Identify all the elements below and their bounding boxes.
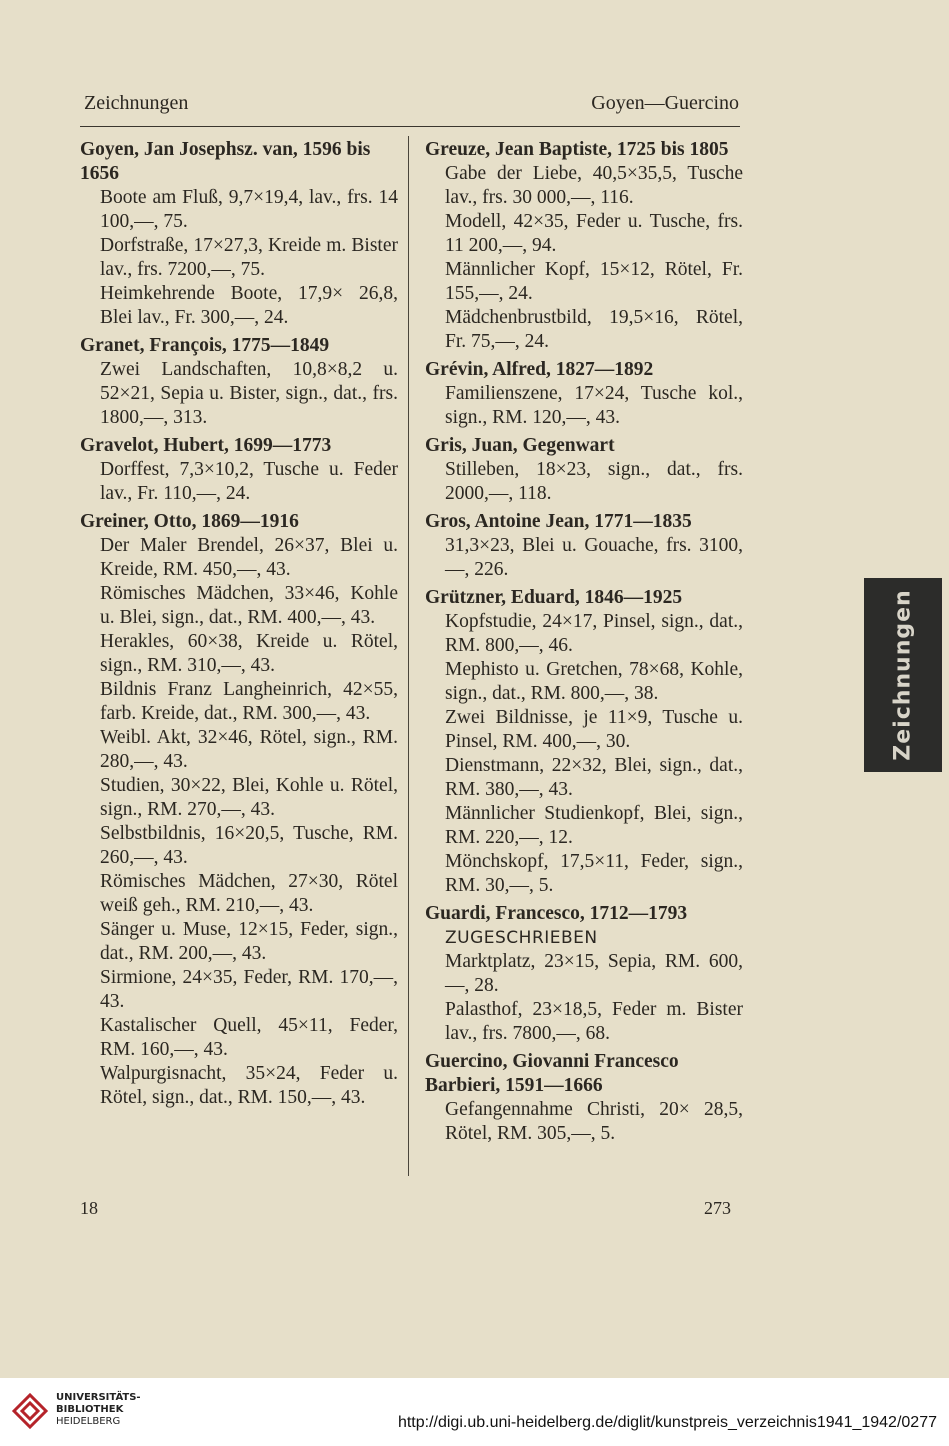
work-item: Walpurgisnacht, 35×24, Feder u. Rötel, sign., dat., RM. 150,—, 43. — [100, 1063, 398, 1108]
entry-guercino — [425, 1050, 743, 1146]
work-item: Gabe der Liebe, 40,5×35,5, Tusche lav., frs. 30 000,—, 116. — [445, 163, 743, 208]
work-item: Mönchskopf, 17,5×11, Feder, sign., RM. 30,—, 5. — [445, 851, 743, 896]
source-url-link[interactable]: http://digi.ub.uni-heidelberg.de/diglit/kunstpreis_verzeichnis1941_1942/0277 — [397, 1414, 937, 1431]
work-item: Familienszene, 17×24, Tusche kol., sign., RM. 120,—, 43. — [445, 383, 743, 428]
entry-granet — [80, 334, 398, 430]
artist-name: Gris, Juan, Gegenwart — [425, 435, 615, 456]
artist-name: Guardi, Francesco, 1712—1793 — [425, 903, 688, 924]
work-item: Mephisto u. Gretchen, 78×68, Kohle, sign., dat., RM. 800,—, 38. — [445, 659, 743, 704]
work-item: Sirmione, 24×35, Feder, RM. 170,—, 43. — [100, 967, 398, 1012]
work-item: Dorfstraße, 17×27,3, Kreide m. Bister lav., frs. 7200,—, 75. — [100, 235, 398, 280]
work-item: Stilleben, 18×23, sign., dat., frs. 2000,—, 118. — [445, 459, 743, 504]
attribution-note: ZUGESCHRIEBEN — [445, 928, 598, 948]
work-item: Palasthof, 23×18,5, Feder m. Bister lav., frs. 7800,—, 68. — [445, 999, 743, 1044]
entry-gris — [425, 434, 743, 506]
artist-name: Gravelot, Hubert, 1699—1773 — [80, 435, 332, 456]
work-item: Männlicher Kopf, 15×12, Rötel, Fr. 155,—, 24. — [445, 259, 743, 304]
work-item: Zwei Bildnisse, je 11×9, Tusche u. Pinsel, RM. 400,—, 30. — [445, 707, 743, 752]
column-divider — [408, 136, 409, 1176]
work-item: Sänger u. Muse, 12×15, Feder, sign., dat., RM. 200,—, 43. — [100, 919, 398, 964]
work-item: Heimkehrende Boote, 17,9× 26,8, Blei lav., Fr. 300,—, 24. — [100, 283, 398, 328]
logo-line: HEIDELBERG — [56, 1416, 121, 1427]
artist-name: Guercino, Giovanni Francesco Barbieri, 1591—1666 — [425, 1051, 679, 1096]
work-item: Selbstbildnis, 16×20,5, Tusche, RM. 260,—, 43. — [100, 823, 398, 868]
work-item: 31,3×23, Blei u. Gouache, frs. 3100,—, 226. — [445, 535, 743, 580]
work-item: Dienstmann, 22×32, Blei, sign., dat., RM. 380,—, 43. — [445, 755, 743, 800]
entry-goyen — [80, 138, 398, 330]
left-column — [80, 138, 398, 1114]
artist-name: Gros, Antoine Jean, 1771—1835 — [425, 511, 692, 532]
work-item: Der Maler Brendel, 26×37, Blei u. Kreide, RM. 450,—, 43. — [100, 535, 398, 580]
work-item: Gefangennahme Christi, 20× 28,5, Rötel, RM. 305,—, 5. — [445, 1099, 743, 1144]
entry-greiner — [80, 510, 398, 1110]
library-logo-text — [56, 1392, 141, 1428]
work-item: Zwei Landschaften, 10,8×8,2 u. 52×21, Sepia u. Bister, sign., dat., frs. 1800,—, 313. — [100, 359, 398, 428]
entry-guardi — [425, 902, 743, 1046]
artist-name: Greuze, Jean Baptiste, 1725 bis 1805 — [425, 139, 729, 160]
library-logo-icon — [10, 1391, 50, 1431]
running-head-right: Goyen—Guercino — [591, 92, 739, 114]
entry-gros — [425, 510, 743, 582]
work-item: Mädchenbrustbild, 19,5×16, Rötel, Fr. 75,—, 24. — [445, 307, 743, 352]
running-head-left: Zeichnungen — [84, 92, 189, 114]
work-item: Weibl. Akt, 32×46, Rötel, sign., RM. 280,—, 43. — [100, 727, 398, 772]
entry-grevin — [425, 358, 743, 430]
work-item: Studien, 30×22, Blei, Kohle u. Rötel, sign., RM. 270,—, 43. — [100, 775, 398, 820]
page-number-left: 18 — [80, 1198, 98, 1218]
work-item: Bildnis Franz Langheinrich, 42×55, farb. Kreide, dat., RM. 300,—, 43. — [100, 679, 398, 724]
header-rule — [80, 126, 740, 127]
work-item: Dorffest, 7,3×10,2, Tusche u. Feder lav., Fr. 110,—, 24. — [100, 459, 398, 504]
entry-greuze — [425, 138, 743, 354]
entry-gravelot — [80, 434, 398, 506]
logo-line: BIBLIOTHEK — [56, 1404, 124, 1415]
work-item: Modell, 42×35, Feder u. Tusche, frs. 11 200,—, 94. — [445, 211, 743, 256]
artist-name: Granet, François, 1775—1849 — [80, 335, 330, 356]
work-item: Kopfstudie, 24×17, Pinsel, sign., dat., RM. 800,—, 46. — [445, 611, 743, 656]
work-item: Kastalischer Quell, 45×11, Feder, RM. 160,—, 43. — [100, 1015, 398, 1060]
work-item: Römisches Mädchen, 33×46, Kohle u. Blei, sign., dat., RM. 400,—, 43. — [100, 583, 398, 628]
artist-name: Grützner, Eduard, 1846—1925 — [425, 587, 683, 608]
artist-name: Greiner, Otto, 1869—1916 — [80, 511, 299, 532]
work-item: Männlicher Studienkopf, Blei, sign., RM. 220,—, 12. — [445, 803, 743, 848]
artist-name: Grévin, Alfred, 1827—1892 — [425, 359, 654, 380]
work-item: Boote am Fluß, 9,7×19,4, lav., frs. 14 100,—, 75. — [100, 187, 398, 232]
work-item: Marktplatz, 23×15, Sepia, RM. 600,—, 28. — [445, 951, 743, 996]
logo-line: UNIVERSITÄTS- — [56, 1392, 141, 1403]
thumb-index-label: Zeichnungen — [890, 589, 916, 761]
work-item: Herakles, 60×38, Kreide u. Rötel, sign., RM. 310,—, 43. — [100, 631, 398, 676]
footer-bar — [0, 1378, 949, 1446]
right-column — [425, 138, 743, 1150]
page-number-right: 273 — [704, 1198, 731, 1218]
artist-name: Goyen, Jan Josephsz. van, 1596 bis 1656 — [80, 139, 371, 184]
entry-grutzner — [425, 586, 743, 898]
work-item: Römisches Mädchen, 27×30, Rötel weiß geh., RM. 210,—, 43. — [100, 871, 398, 916]
